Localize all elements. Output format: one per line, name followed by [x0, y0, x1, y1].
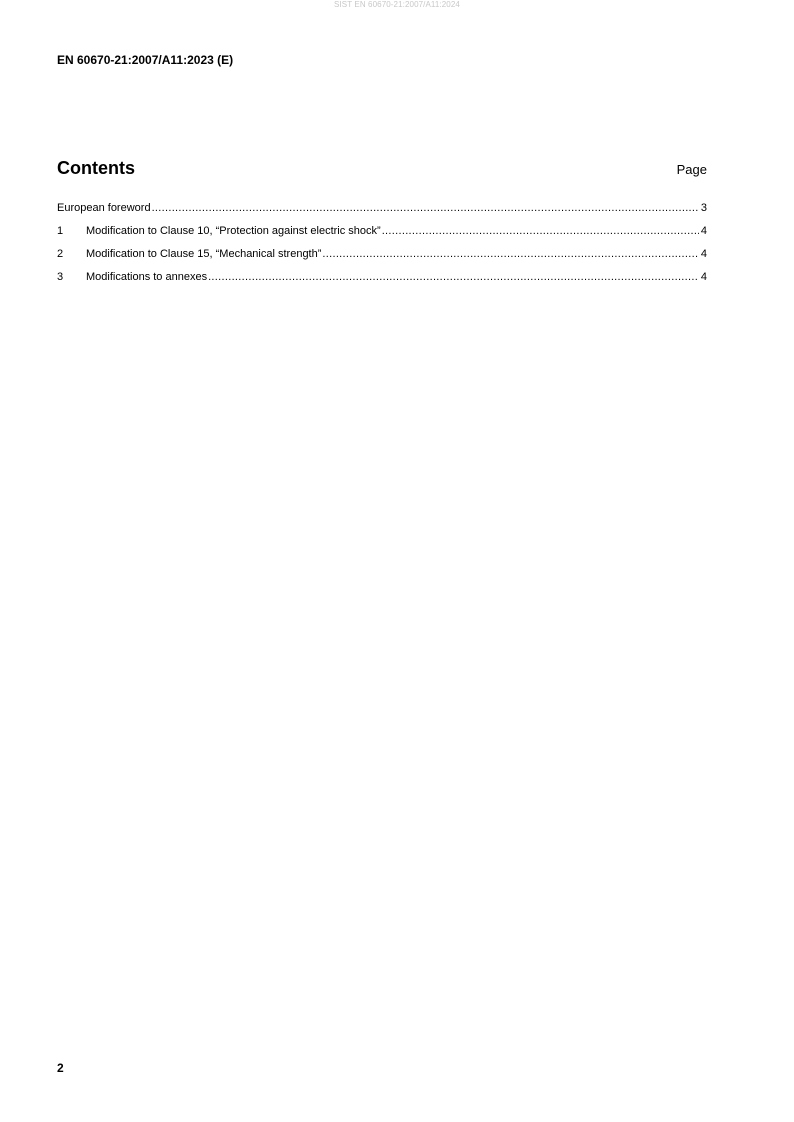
toc-entry-number: 1 — [57, 225, 64, 237]
toc-entry-european-foreword[interactable] — [57, 201, 707, 216]
toc-entry-text: Modifications to annexes — [86, 271, 208, 283]
toc-entry-clause-1[interactable] — [57, 224, 707, 239]
toc-entry-text: Modification to Clause 10, “Protection against electric shock” — [86, 225, 381, 237]
toc-entry-clause-2[interactable] — [57, 247, 707, 262]
toc-leader-dots — [322, 247, 698, 262]
toc-leader-dots — [208, 270, 699, 285]
toc-entry-page: 4 — [700, 248, 707, 260]
toc-entry-text: Modification to Clause 15, “Mechanical strength” — [86, 248, 322, 260]
toc-entry-number: 3 — [57, 271, 64, 283]
toc-leader-dots — [382, 224, 699, 239]
toc-entry-page: 4 — [700, 271, 707, 283]
table-of-contents — [57, 201, 707, 293]
document-id: EN 60670-21:2007/A11:2023 (E) — [57, 53, 234, 67]
watermark: SIST EN 60670-21:2007/A11:2024 — [334, 0, 460, 9]
toc-leader-dots — [152, 201, 699, 216]
toc-entry-page: 3 — [700, 202, 707, 214]
toc-entry-number: 2 — [57, 248, 64, 260]
toc-entry-page: 4 — [700, 225, 707, 237]
page-column-label: Page — [676, 162, 707, 177]
toc-entry-clause-3[interactable] — [57, 270, 707, 285]
contents-title: Contents — [57, 158, 135, 178]
page-number: 2 — [57, 1061, 64, 1075]
toc-entry-text: European foreword — [57, 202, 151, 214]
